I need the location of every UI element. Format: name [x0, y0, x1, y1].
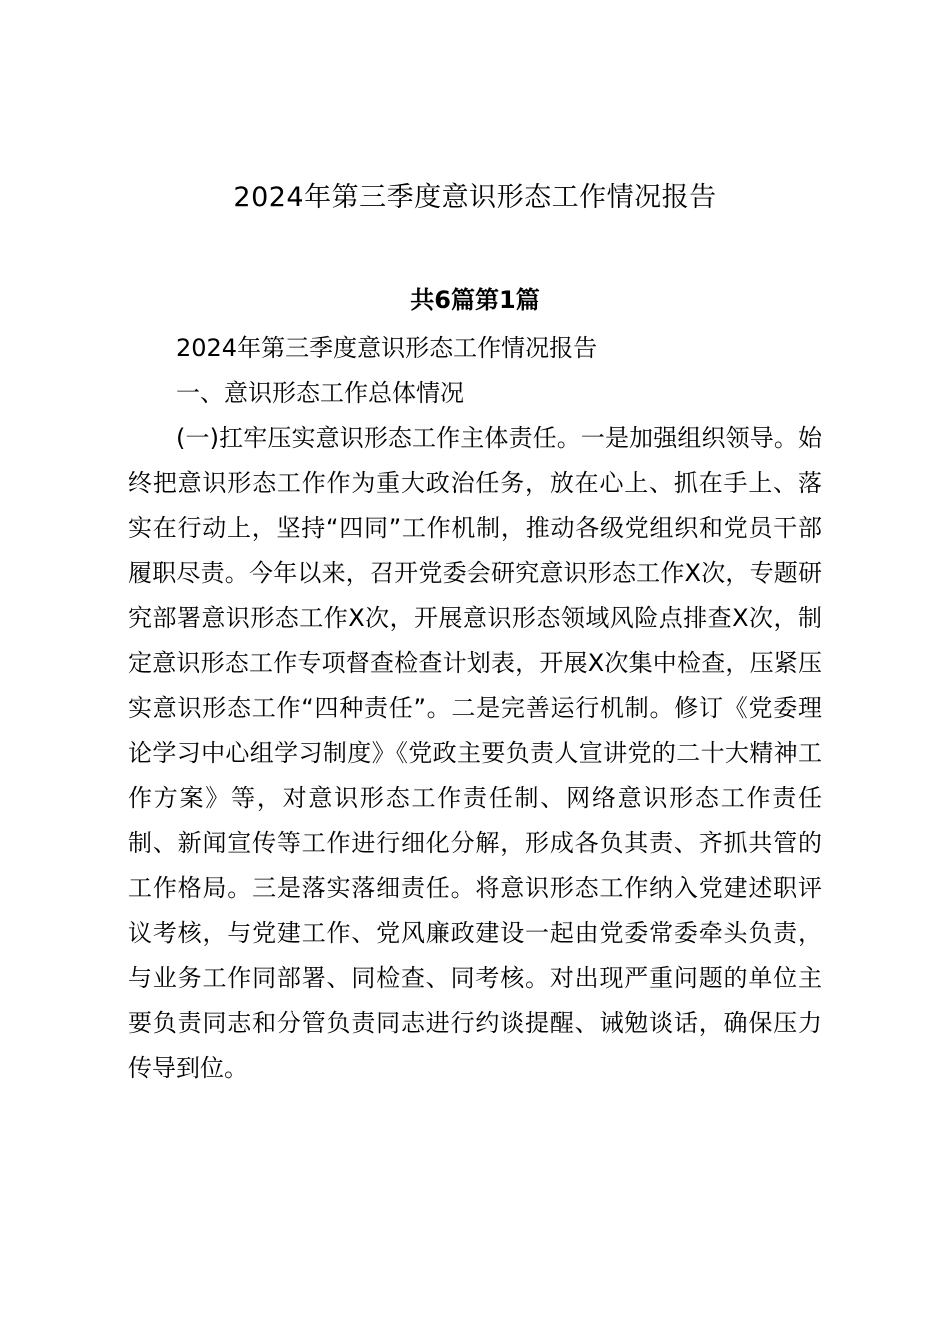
- paragraph-heading: 一、意识形态工作总体情况: [176, 379, 464, 407]
- paragraph-main: (一)扛牢压实意识形态工作主体责任。一是加强组织领导。始终把意识形态工作作为重大政治任务，放在心上、抓在手上、落实在行动上，坚持“四同”工作机制，推动各级党组织和党员干部履职尽责。今年以来，召开党委会研究意识形态工作X次，专题研究部署意识形态工作X次，开展意识形态领域风险点排查X次，制定意识形态工作专项督查检查计划表，开展X次集中检查，压紧压实意识形态工作“四种责任”。二是完善运行机制。修订《党委理论学习中心组学习制度》《党政主要负责人宣讲党的二十大精神工作方案》等，对意识形态工作责任制、网络意识形态工作责任制、新闻宣传等工作进行细化分解，形成各负其责、齐抓共管的工作格局。三是落实落细责任。将意识形态工作纳入党建述职评议考核，与党建工作、党风廉政建设一起由党委常委牵头负责，与业务工作同部署、同检查、同考核。对出现严重问题的单位主要负责同志和分管负责同志进行约谈提醒、诫勉谈话，确保压力传导到位。: [128, 424, 822, 1082]
- paragraph-report-title: 2024年第三季度意识形态工作情况报告: [176, 334, 598, 362]
- section-label: 共6篇第1篇: [410, 286, 540, 314]
- document-title: 2024年第三季度意识形态工作情况报告: [233, 182, 717, 213]
- document-body: [128, 326, 822, 1091]
